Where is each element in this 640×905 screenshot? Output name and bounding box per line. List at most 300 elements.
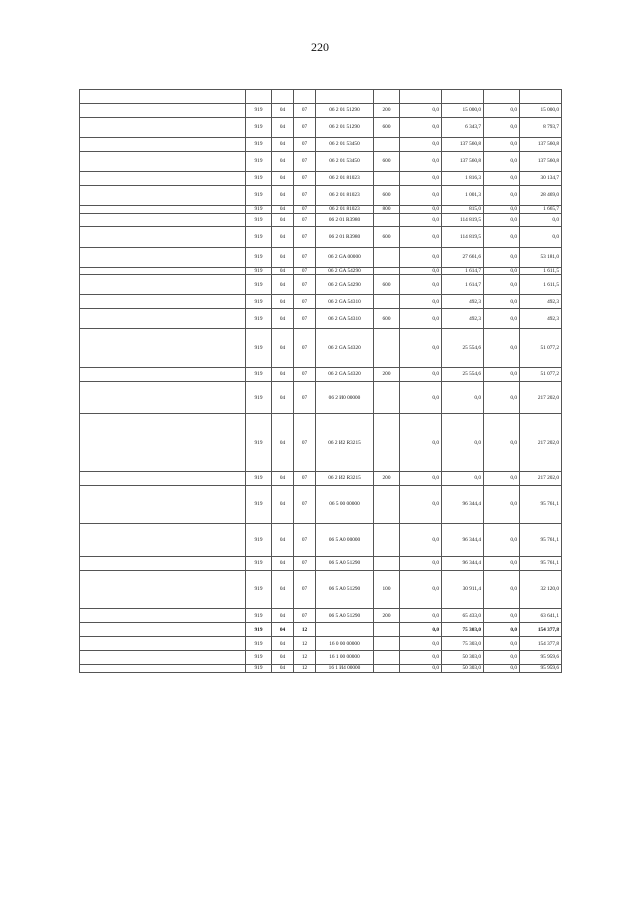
target-article-code: 06 2 GA 54290 — [316, 267, 374, 275]
subsection-code: 07 — [294, 381, 316, 414]
target-article-code: 06 5 00 00000 — [316, 485, 374, 524]
amount-col-1: 0,0 — [400, 570, 442, 609]
table-row — [80, 570, 562, 609]
amount-col-2: 50 303,0 — [442, 664, 484, 672]
amount-col-3: 0,0 — [484, 556, 520, 570]
chapter-code: 919 — [246, 609, 272, 623]
amount-col-1: 0,0 — [400, 103, 442, 117]
section-code: 04 — [272, 471, 294, 485]
row-name — [80, 485, 246, 524]
chapter-code: 919 — [246, 137, 272, 151]
section-code: 04 — [272, 213, 294, 227]
chapter-code: 919 — [246, 185, 272, 205]
expense-type-code: 600 — [374, 227, 400, 247]
row-name — [80, 556, 246, 570]
subsection-code: 07 — [294, 171, 316, 185]
table-row — [80, 151, 562, 171]
amount-col-1: 0,0 — [400, 185, 442, 205]
chapter-code: 919 — [246, 227, 272, 247]
amount-col-3: 0,0 — [484, 295, 520, 309]
expense-type-code — [374, 664, 400, 672]
amount-col-2: 96 344,4 — [442, 485, 484, 524]
amount-col-4: 95 959,6 — [520, 664, 562, 672]
row-name — [80, 185, 246, 205]
target-article-code: 06 2 01 81023 — [316, 185, 374, 205]
section-code: 04 — [272, 151, 294, 171]
row-name — [80, 637, 246, 651]
amount-col-1: 0,0 — [400, 275, 442, 295]
table-row — [80, 185, 562, 205]
row-name — [80, 117, 246, 137]
section-code: 04 — [272, 381, 294, 414]
chapter-code: 919 — [246, 247, 272, 267]
amount-col-4: 154 377,8 — [520, 623, 562, 637]
table-row — [80, 623, 562, 637]
target-article-code: 06 2 И2 R3215 — [316, 414, 374, 471]
subsection-code: 07 — [294, 213, 316, 227]
subsection-code: 12 — [294, 623, 316, 637]
amount-col-3: 0,0 — [484, 171, 520, 185]
target-article-code: 06 2 01 81023 — [316, 205, 374, 213]
amount-col-2: 1 816,3 — [442, 171, 484, 185]
chapter-code: 919 — [246, 524, 272, 557]
expense-type-code — [374, 556, 400, 570]
amount-col-2: 96 344,4 — [442, 556, 484, 570]
amount-col-3: 0,0 — [484, 151, 520, 171]
row-name — [80, 570, 246, 609]
table-row — [80, 651, 562, 665]
amount-col-1: 0,0 — [400, 329, 442, 368]
table-row — [80, 609, 562, 623]
amount-col-2: 1 001,3 — [442, 185, 484, 205]
expense-type-code — [374, 651, 400, 665]
amount-col-4: 1 611,5 — [520, 267, 562, 275]
expense-type-code — [374, 637, 400, 651]
amount-col-3: 0,0 — [484, 414, 520, 471]
amount-col-2: 25 554,6 — [442, 368, 484, 382]
subsection-code: 12 — [294, 664, 316, 672]
expense-type-code — [374, 524, 400, 557]
amount-col-3: 0,0 — [484, 103, 520, 117]
chapter-code: 919 — [246, 368, 272, 382]
amount-col-2: 27 661,6 — [442, 247, 484, 267]
subsection-code: 07 — [294, 368, 316, 382]
table-row — [80, 381, 562, 414]
target-article-code: 06 2 GA 54320 — [316, 368, 374, 382]
section-code: 04 — [272, 637, 294, 651]
chapter-code: 919 — [246, 275, 272, 295]
amount-col-1: 0,0 — [400, 295, 442, 309]
subsection-code: 07 — [294, 151, 316, 171]
expense-type-code — [374, 414, 400, 471]
section-code — [272, 90, 294, 104]
amount-col-2 — [442, 90, 484, 104]
section-code: 04 — [272, 329, 294, 368]
subsection-code: 07 — [294, 570, 316, 609]
table-row — [80, 171, 562, 185]
target-article-code: 16 1 00 00000 — [316, 651, 374, 665]
expense-type-code: 600 — [374, 309, 400, 329]
chapter-code: 919 — [246, 471, 272, 485]
target-article-code: 06 2 01 53450 — [316, 137, 374, 151]
subsection-code: 07 — [294, 247, 316, 267]
amount-col-1 — [400, 90, 442, 104]
row-name — [80, 275, 246, 295]
table-row — [80, 90, 562, 104]
amount-col-1: 0,0 — [400, 368, 442, 382]
amount-col-3: 0,0 — [484, 637, 520, 651]
row-name — [80, 524, 246, 557]
section-code: 04 — [272, 556, 294, 570]
amount-col-1: 0,0 — [400, 664, 442, 672]
target-article-code: 06 2 01 R3980 — [316, 213, 374, 227]
amount-col-3: 0,0 — [484, 275, 520, 295]
row-name — [80, 151, 246, 171]
expense-type-code — [374, 171, 400, 185]
target-article-code: 06 2 GA 54310 — [316, 309, 374, 329]
amount-col-3: 0,0 — [484, 205, 520, 213]
table-row — [80, 556, 562, 570]
amount-col-3: 0,0 — [484, 471, 520, 485]
subsection-code: 07 — [294, 309, 316, 329]
amount-col-1: 0,0 — [400, 205, 442, 213]
amount-col-2: 0,0 — [442, 414, 484, 471]
row-name — [80, 471, 246, 485]
amount-col-4: 95 761,1 — [520, 485, 562, 524]
amount-col-3: 0,0 — [484, 609, 520, 623]
chapter-code: 919 — [246, 151, 272, 171]
amount-col-1: 0,0 — [400, 137, 442, 151]
amount-col-1: 0,0 — [400, 247, 442, 267]
amount-col-2: 25 554,6 — [442, 329, 484, 368]
amount-col-1: 0,0 — [400, 651, 442, 665]
table-row — [80, 414, 562, 471]
table-row — [80, 213, 562, 227]
chapter-code: 919 — [246, 309, 272, 329]
section-code: 04 — [272, 609, 294, 623]
amount-col-4: 1 665,7 — [520, 205, 562, 213]
amount-col-1: 0,0 — [400, 227, 442, 247]
row-name — [80, 664, 246, 672]
target-article-code: 06 2 01 81023 — [316, 171, 374, 185]
amount-col-4: 137 560,8 — [520, 137, 562, 151]
section-code: 04 — [272, 247, 294, 267]
amount-col-3: 0,0 — [484, 309, 520, 329]
subsection-code: 07 — [294, 205, 316, 213]
table-row — [80, 227, 562, 247]
amount-col-1: 0,0 — [400, 623, 442, 637]
section-code: 04 — [272, 205, 294, 213]
amount-col-2: 114 819,5 — [442, 227, 484, 247]
target-article-code: 06 2 GA 54310 — [316, 295, 374, 309]
amount-col-2: 6 343,7 — [442, 117, 484, 137]
subsection-code: 07 — [294, 329, 316, 368]
target-article-code: 06 2 GA 54320 — [316, 329, 374, 368]
table-row — [80, 275, 562, 295]
subsection-code — [294, 90, 316, 104]
table-row — [80, 267, 562, 275]
subsection-code: 07 — [294, 609, 316, 623]
amount-col-1: 0,0 — [400, 637, 442, 651]
row-name — [80, 414, 246, 471]
amount-col-4: 1 611,5 — [520, 275, 562, 295]
amount-col-1: 0,0 — [400, 609, 442, 623]
amount-col-3: 0,0 — [484, 247, 520, 267]
amount-col-1: 0,0 — [400, 117, 442, 137]
row-name — [80, 368, 246, 382]
amount-col-3: 0,0 — [484, 185, 520, 205]
section-code: 04 — [272, 295, 294, 309]
amount-col-4: 154 377,8 — [520, 637, 562, 651]
expense-type-code — [374, 247, 400, 267]
target-article-code: 06 5 A0 00000 — [316, 524, 374, 557]
row-name — [80, 329, 246, 368]
target-article-code: 06 2 И0 00000 — [316, 381, 374, 414]
amount-col-3: 0,0 — [484, 623, 520, 637]
subsection-code: 07 — [294, 556, 316, 570]
amount-col-4: 0,0 — [520, 213, 562, 227]
amount-col-1: 0,0 — [400, 556, 442, 570]
amount-col-4: 217 202,0 — [520, 471, 562, 485]
amount-col-2: 137 560,8 — [442, 137, 484, 151]
amount-col-4: 95 761,1 — [520, 524, 562, 557]
amount-col-1: 0,0 — [400, 524, 442, 557]
amount-col-3: 0,0 — [484, 117, 520, 137]
table-row — [80, 103, 562, 117]
row-name — [80, 651, 246, 665]
expense-type-code — [374, 329, 400, 368]
section-code: 04 — [272, 368, 294, 382]
amount-col-1: 0,0 — [400, 485, 442, 524]
amount-col-2: 114 819,5 — [442, 213, 484, 227]
subsection-code: 07 — [294, 267, 316, 275]
section-code: 04 — [272, 651, 294, 665]
target-article-code: 16 1 И4 00000 — [316, 664, 374, 672]
amount-col-3: 0,0 — [484, 485, 520, 524]
amount-col-1: 0,0 — [400, 414, 442, 471]
expense-type-code: 600 — [374, 117, 400, 137]
subsection-code: 07 — [294, 185, 316, 205]
expense-type-code — [374, 213, 400, 227]
amount-col-3: 0,0 — [484, 524, 520, 557]
expense-type-code: 200 — [374, 103, 400, 117]
section-code: 04 — [272, 171, 294, 185]
chapter-code: 919 — [246, 664, 272, 672]
target-article-code: 06 2 И2 R3215 — [316, 471, 374, 485]
amount-col-4: 32 120,0 — [520, 570, 562, 609]
section-code: 04 — [272, 137, 294, 151]
amount-col-2: 492,3 — [442, 309, 484, 329]
section-code: 04 — [272, 117, 294, 137]
amount-col-3: 0,0 — [484, 651, 520, 665]
amount-col-2: 0,0 — [442, 471, 484, 485]
expense-type-code — [374, 485, 400, 524]
subsection-code: 07 — [294, 103, 316, 117]
amount-col-4: 30 134,7 — [520, 171, 562, 185]
section-code: 04 — [272, 524, 294, 557]
amount-col-1: 0,0 — [400, 213, 442, 227]
row-name — [80, 213, 246, 227]
section-code: 04 — [272, 664, 294, 672]
amount-col-2: 96 344,4 — [442, 524, 484, 557]
amount-col-2: 30 911,4 — [442, 570, 484, 609]
chapter-code: 919 — [246, 103, 272, 117]
table-row — [80, 329, 562, 368]
amount-col-4: 492,3 — [520, 309, 562, 329]
table-row — [80, 471, 562, 485]
section-code: 04 — [272, 103, 294, 117]
section-code: 04 — [272, 275, 294, 295]
amount-col-2: 0,0 — [442, 381, 484, 414]
row-name — [80, 623, 246, 637]
table-row — [80, 368, 562, 382]
chapter-code: 919 — [246, 651, 272, 665]
amount-col-2: 1 614,7 — [442, 267, 484, 275]
chapter-code: 919 — [246, 570, 272, 609]
section-code: 04 — [272, 414, 294, 471]
amount-col-2: 75 303,0 — [442, 637, 484, 651]
chapter-code — [246, 90, 272, 104]
row-name — [80, 137, 246, 151]
row-name — [80, 295, 246, 309]
amount-col-3: 0,0 — [484, 267, 520, 275]
chapter-code: 919 — [246, 171, 272, 185]
row-name — [80, 381, 246, 414]
amount-col-1: 0,0 — [400, 381, 442, 414]
expense-type-code — [374, 295, 400, 309]
subsection-code: 07 — [294, 524, 316, 557]
chapter-code: 919 — [246, 381, 272, 414]
amount-col-2: 815,0 — [442, 205, 484, 213]
amount-col-3: 0,0 — [484, 368, 520, 382]
amount-col-2: 75 303,0 — [442, 623, 484, 637]
table-row — [80, 664, 562, 672]
subsection-code: 07 — [294, 295, 316, 309]
row-name — [80, 247, 246, 267]
chapter-code: 919 — [246, 329, 272, 368]
subsection-code: 07 — [294, 414, 316, 471]
table-row — [80, 205, 562, 213]
subsection-code: 07 — [294, 485, 316, 524]
amount-col-4: 217 202,0 — [520, 381, 562, 414]
amount-col-4: 95 761,1 — [520, 556, 562, 570]
amount-col-4: 137 560,8 — [520, 151, 562, 171]
amount-col-2: 15 000,0 — [442, 103, 484, 117]
section-code: 04 — [272, 570, 294, 609]
table-row — [80, 309, 562, 329]
chapter-code: 919 — [246, 637, 272, 651]
amount-col-2: 50 303,0 — [442, 651, 484, 665]
table-row — [80, 137, 562, 151]
amount-col-3: 0,0 — [484, 227, 520, 247]
expense-type-code: 200 — [374, 471, 400, 485]
amount-col-1: 0,0 — [400, 151, 442, 171]
chapter-code: 919 — [246, 556, 272, 570]
target-article-code: 06 5 A0 51290 — [316, 570, 374, 609]
table-row — [80, 485, 562, 524]
amount-col-4: 51 077,2 — [520, 329, 562, 368]
amount-col-1: 0,0 — [400, 171, 442, 185]
target-article-code: 06 2 01 51290 — [316, 117, 374, 137]
amount-col-3: 0,0 — [484, 570, 520, 609]
table-row — [80, 295, 562, 309]
amount-col-4: 53 181,0 — [520, 247, 562, 267]
amount-col-2: 492,3 — [442, 295, 484, 309]
amount-col-2: 65 433,0 — [442, 609, 484, 623]
table-row — [80, 247, 562, 267]
expense-type-code — [374, 267, 400, 275]
amount-col-4: 95 959,6 — [520, 651, 562, 665]
target-article-code: 06 2 GA 00000 — [316, 247, 374, 267]
subsection-code: 07 — [294, 117, 316, 137]
amount-col-3: 0,0 — [484, 664, 520, 672]
expense-type-code — [374, 381, 400, 414]
expense-type-code: 200 — [374, 609, 400, 623]
table-row — [80, 637, 562, 651]
amount-col-4: 8 793,7 — [520, 117, 562, 137]
target-article-code: 06 5 A0 51290 — [316, 556, 374, 570]
amount-col-1: 0,0 — [400, 471, 442, 485]
subsection-code: 12 — [294, 637, 316, 651]
row-name — [80, 205, 246, 213]
chapter-code: 919 — [246, 485, 272, 524]
section-code: 04 — [272, 185, 294, 205]
amount-col-3: 0,0 — [484, 213, 520, 227]
target-article-code: 16 0 00 00000 — [316, 637, 374, 651]
expense-type-code — [374, 137, 400, 151]
target-article-code: 06 5 A0 51290 — [316, 609, 374, 623]
amount-col-4: 0,0 — [520, 227, 562, 247]
row-name — [80, 103, 246, 117]
amount-col-2: 1 614,7 — [442, 275, 484, 295]
section-code: 04 — [272, 309, 294, 329]
chapter-code: 919 — [246, 295, 272, 309]
amount-col-4: 51 077,2 — [520, 368, 562, 382]
amount-col-3: 0,0 — [484, 329, 520, 368]
table-row — [80, 117, 562, 137]
target-article-code — [316, 90, 374, 104]
target-article-code: 06 2 01 53450 — [316, 151, 374, 171]
expense-type-code: 600 — [374, 151, 400, 171]
subsection-code: 07 — [294, 227, 316, 247]
row-name — [80, 609, 246, 623]
row-name — [80, 90, 246, 104]
row-name — [80, 227, 246, 247]
subsection-code: 07 — [294, 137, 316, 151]
section-code: 04 — [272, 623, 294, 637]
expense-type-code: 100 — [374, 570, 400, 609]
section-code: 04 — [272, 485, 294, 524]
subsection-code: 12 — [294, 651, 316, 665]
expense-type-code: 600 — [374, 185, 400, 205]
amount-col-3: 0,0 — [484, 381, 520, 414]
expense-type-code — [374, 90, 400, 104]
expense-type-code: 200 — [374, 368, 400, 382]
table-row — [80, 524, 562, 557]
expense-type-code — [374, 623, 400, 637]
amount-col-4 — [520, 90, 562, 104]
section-code: 04 — [272, 267, 294, 275]
chapter-code: 919 — [246, 267, 272, 275]
target-article-code — [316, 623, 374, 637]
amount-col-4: 15 000,0 — [520, 103, 562, 117]
amount-col-2: 137 560,8 — [442, 151, 484, 171]
chapter-code: 919 — [246, 414, 272, 471]
expense-type-code: 600 — [374, 275, 400, 295]
expense-type-code: 800 — [374, 205, 400, 213]
chapter-code: 919 — [246, 205, 272, 213]
target-article-code: 06 2 01 R3980 — [316, 227, 374, 247]
